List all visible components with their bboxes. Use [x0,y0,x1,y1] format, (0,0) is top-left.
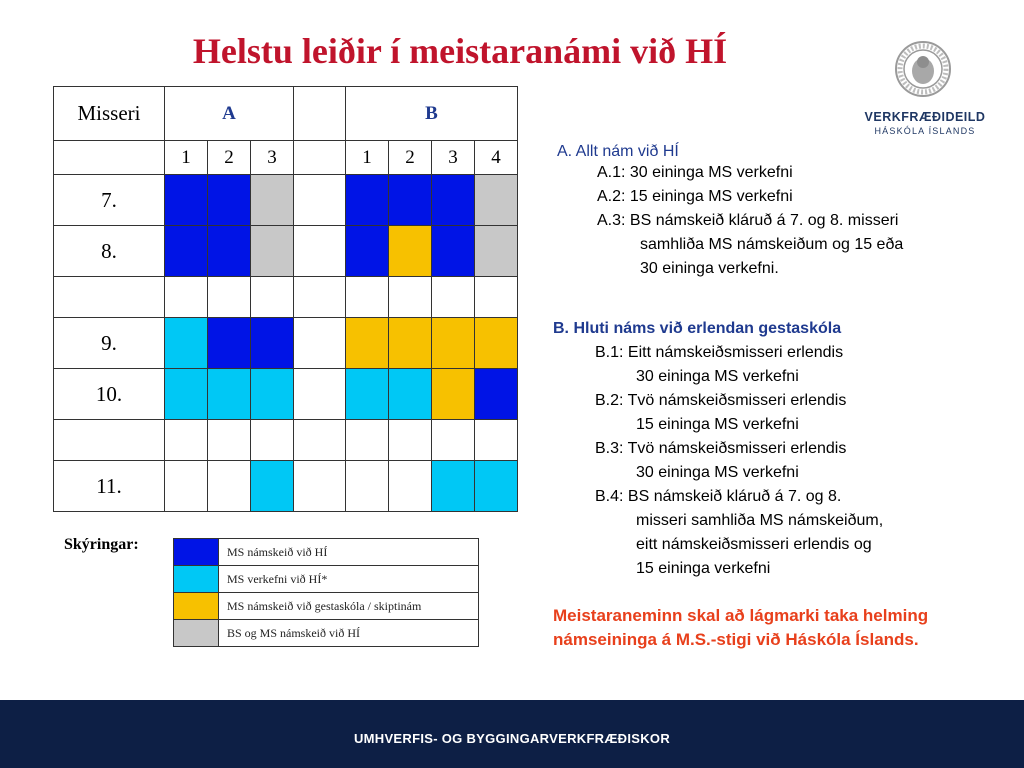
col-header-b1: 1 [346,141,389,175]
legend-swatch [174,620,219,647]
cell-a3 [251,277,294,318]
grid-gap [294,420,346,461]
cell-b1 [346,175,389,226]
cell-b3 [432,226,475,277]
cell-b4 [475,175,518,226]
section-a-line: A.2: 15 eininga MS verkefni [597,188,793,205]
col-header-a2: 2 [208,141,251,175]
section-b-line: misseri samhliða MS námskeiðum, [636,512,884,529]
grid-corner-label: Misseri [54,87,165,141]
cell-a1 [165,318,208,369]
semester-label: 10. [54,369,165,420]
col-header-a3: 3 [251,141,294,175]
section-b-line: 15 eininga MS verkefni [636,416,799,433]
footer-bar [0,700,1024,768]
cell-b2 [389,369,432,420]
cell-a2 [208,226,251,277]
cell-b4 [475,318,518,369]
section-a-line: A.1: 30 eininga MS verkefni [597,164,793,181]
section-a-line: samhliða MS námskeiðum og 15 eða [640,236,904,253]
cell-b3 [432,175,475,226]
semester-label: 11. [54,461,165,512]
semester-label [54,420,165,461]
cell-a1 [165,420,208,461]
legend-table [173,538,479,647]
cell-a3 [251,226,294,277]
section-b-line: eitt námskeiðsmisseri erlendis og [636,536,872,553]
group-a-header: A [165,87,294,141]
section-a-heading: A. Allt nám við HÍ [557,143,679,160]
cell-a2 [208,318,251,369]
cell-b1 [346,318,389,369]
legend-swatch [174,566,219,593]
cell-a1 [165,226,208,277]
legend-item [174,566,479,593]
university-name: HÁSKÓLA ÍSLANDS [874,126,976,136]
cell-b2 [389,318,432,369]
legend-text: MS verkefni við HÍ* [219,566,479,593]
page-title: Helstu leiðir í meistaranámi við HÍ [192,31,728,71]
cell-b3 [432,369,475,420]
cell-a1 [165,277,208,318]
col-header-b3: 3 [432,141,475,175]
cell-b2 [389,461,432,512]
semester-label [54,277,165,318]
semester-label: 9. [54,318,165,369]
cell-b4 [475,369,518,420]
grid-empty-label [54,141,165,175]
cell-b4 [475,420,518,461]
grid-gap [294,369,346,420]
cell-b1 [346,369,389,420]
grid-gap [294,461,346,512]
cell-b2 [389,175,432,226]
legend-label: Skýringar: [64,536,139,553]
section-a-line: A.3: BS námskeið kláruð á 7. og 8. misseri [597,212,899,229]
section-b-line: B.2: Tvö námskeiðsmisseri erlendis [595,392,847,409]
cell-a2 [208,277,251,318]
grid-gap [294,175,346,226]
cell-a3 [251,461,294,512]
cell-b4 [475,461,518,512]
section-b-line: 15 eininga verkefni [636,560,771,577]
cell-a2 [208,369,251,420]
cell-a1 [165,175,208,226]
section-a-line: 30 eininga verkefni. [640,260,779,277]
semester-label: 8. [54,226,165,277]
university-seal-icon [894,40,952,98]
cell-b3 [432,318,475,369]
cell-b4 [475,277,518,318]
semester-label: 7. [54,175,165,226]
section-b-line: B.3: Tvö námskeiðsmisseri erlendis [595,440,847,457]
requirement-note: Meistaraneminn skal að lágmarki taka helming námseininga á M.S.-stigi við Háskóla Íslands. [553,606,929,649]
grid-gap [294,318,346,369]
footer-text: UMHVERFIS- OG BYGGINGARVERKFRÆÐISKOR [353,731,671,746]
cell-b3 [432,420,475,461]
section-b-line: 30 eininga MS verkefni [636,464,799,481]
legend-item [174,539,479,566]
cell-b2 [389,277,432,318]
legend-swatch [174,539,219,566]
col-header-b4: 4 [475,141,518,175]
col-header-b2: 2 [389,141,432,175]
cell-a2 [208,175,251,226]
cell-b4 [475,226,518,277]
col-header-a1: 1 [165,141,208,175]
cell-b1 [346,226,389,277]
cell-b1 [346,420,389,461]
cell-a3 [251,420,294,461]
cell-a3 [251,175,294,226]
cell-b3 [432,461,475,512]
grid-gap [294,87,346,141]
legend-text: BS og MS námskeið við HÍ [219,620,479,647]
section-b-line: B.1: Eitt námskeiðsmisseri erlendis [595,344,844,361]
cell-b1 [346,461,389,512]
cell-a3 [251,369,294,420]
cell-b1 [346,277,389,318]
section-b-heading: B. Hluti náms við erlendan gestaskóla [553,320,842,337]
legend-item [174,593,479,620]
grid-gap [294,277,346,318]
grid-gap [294,226,346,277]
legend-swatch [174,593,219,620]
cell-a3 [251,318,294,369]
cell-b2 [389,226,432,277]
cell-a2 [208,461,251,512]
grid-gap [294,141,346,175]
university-logo [860,40,990,140]
cell-a2 [208,420,251,461]
section-b-line: 30 eininga MS verkefni [636,368,799,385]
study-path-grid [53,86,518,512]
cell-b2 [389,420,432,461]
section-b-line: B.4: BS námskeið kláruð á 7. og 8. [595,488,842,505]
group-b-header: B [346,87,518,141]
legend-item [174,620,479,647]
legend-text: MS námskeið við gestaskóla / skiptinám [219,593,479,620]
cell-a1 [165,369,208,420]
cell-a1 [165,461,208,512]
department-name: VERKFRÆÐIDEILD [864,110,986,124]
legend-text: MS námskeið við HÍ [219,539,479,566]
cell-b3 [432,277,475,318]
